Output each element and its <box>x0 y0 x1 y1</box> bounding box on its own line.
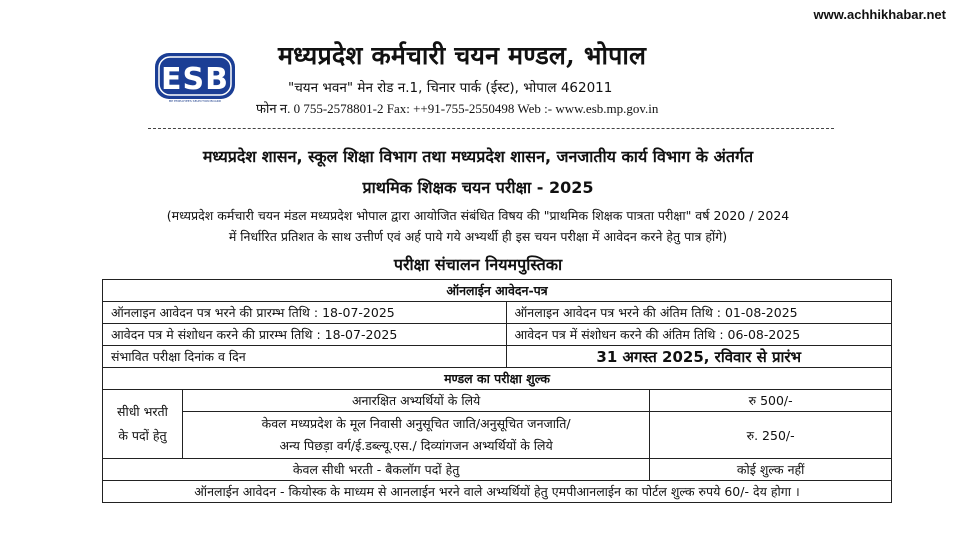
notice-eligibility-1: (मध्यप्रदेश कर्मचारी चयन मंडल मध्यप्रदेश भोपाल द्वारा आयोजित संबंधित विषय की "प्राथमिक शिक्षक पात्रता परीक्षा" वर्ष 2020 / 2024 <box>166 208 790 223</box>
table-row <box>103 324 892 346</box>
direct-label-line-1: सीधी भरती <box>117 404 168 419</box>
esb-logo <box>153 49 237 113</box>
rulebook-heading: परीक्षा संचालन नियमपुस्तिका <box>393 255 563 274</box>
exam-date-value: 31 अगस्त 2025, रविवार से प्रारंभ <box>506 346 892 368</box>
notice-eligibility-2: में निर्धारित प्रतिशत के साथ उत्तीर्ण एवं अर्ह पाये गये अभ्यर्थी ही इस चयन परीक्षा में आवेदन करने हेतु पात्र होंगे) <box>228 229 728 244</box>
unreserved-label: अनारक्षित अभ्यर्थियों के लिये <box>182 390 649 412</box>
reserved-label-line-1: केवल मध्यप्रदेश के मूल निवासी अनुसूचित जाति/अनुसूचित जनजाति/ <box>261 416 571 431</box>
table-row <box>103 280 892 302</box>
reserved-label <box>182 412 649 459</box>
watermark-text: www.achhikhabar.net <box>813 7 946 22</box>
reserved-label-line-2: अन्य पिछड़ा वर्ग/ई.डब्ल्यू.एस./ दिव्यांगजन अभ्यर्थियों के लिये <box>279 438 553 453</box>
backlog-fee: कोई शुल्क नहीं <box>650 459 892 481</box>
table-row <box>103 346 892 368</box>
portal-fee-note: ऑनलाईन आवेदन - कियोस्क के माध्यम से आनलाईन भरने वाले अभ्यर्थियों हेतु एमपीआनलाईन का पोर्टल शुल्क रुपये 60/- देय होगा । <box>103 481 892 503</box>
table-row <box>103 412 892 459</box>
table-row <box>103 390 892 412</box>
notice-line-1: मध्यप्रदेश शासन, स्कूल शिक्षा विभाग तथा मध्यप्रदेश शासन, जनजातीय कार्य विभाग के अंतर्गत <box>202 147 754 166</box>
logo-subtext: MP EMPLOYEES SELECTION BOARD <box>168 99 222 103</box>
apply-start-date: ऑनलाइन आवेदन पत्र भरने की प्रारम्भ तिथि : 18-07-2025 <box>103 302 507 324</box>
reserved-fee: रु. 250/- <box>650 412 892 459</box>
online-form-header: ऑनलाईन आवेदन-पत्र <box>103 280 892 302</box>
organization-contact: फोन न. 0 755-2578801-2 Fax: ++91-755-2550498 Web :- www.esb.mp.gov.in <box>256 101 659 116</box>
svg-text:ESB: ESB <box>161 62 229 97</box>
table-row <box>103 368 892 390</box>
apply-end-date: ऑनलाइन आवेदन पत्र भरने की अंतिम तिथि : 01-08-2025 <box>506 302 892 324</box>
backlog-label: केवल सीधी भरती - बैकलॉग पदों हेतु <box>103 459 650 481</box>
unreserved-fee: रु 500/- <box>650 390 892 412</box>
edit-end-date: आवेदन पत्र में संशोधन करने की अंतिम तिथि : 06-08-2025 <box>506 324 892 346</box>
organization-title: मध्यप्रदेश कर्मचारी चयन मण्डल, भोपाल <box>278 41 647 70</box>
table-row <box>103 481 892 503</box>
table-row <box>103 459 892 481</box>
edit-start-date: आवेदन पत्र मे संशोधन करने की प्रारम्भ तिथि : 18-07-2025 <box>103 324 507 346</box>
direct-label-line-2: के पदों हेतु <box>118 428 167 443</box>
header-divider <box>148 128 834 129</box>
table-row <box>103 302 892 324</box>
exam-date-label: संभावित परीक्षा दिनांक व दिन <box>103 346 507 368</box>
organization-address: "चयन भवन" मेन रोड न.1, चिनार पार्क (ईस्ट), भोपाल 462011 <box>288 80 613 96</box>
exam-title: प्राथमिक शिक्षक चयन परीक्षा - 2025 <box>362 178 594 197</box>
schedule-fee-table <box>102 279 892 503</box>
direct-recruitment-label <box>103 390 183 459</box>
fee-header: मण्डल का परीक्षा शुल्क <box>103 368 892 390</box>
